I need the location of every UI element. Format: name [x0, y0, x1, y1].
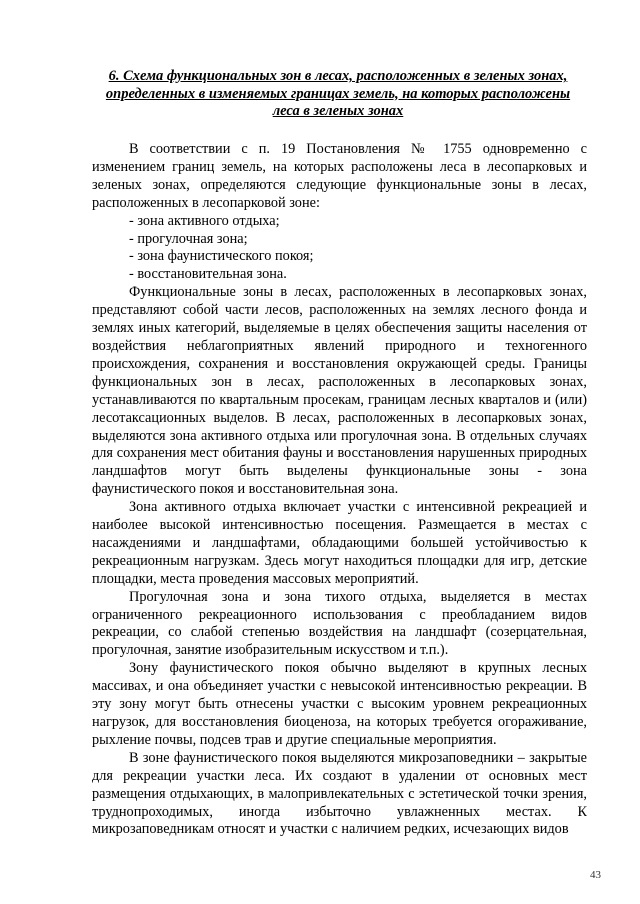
body-text [92, 141, 587, 839]
paragraph: Прогулочная зона и зона тихого отдыха, выделяется в местах ограниченного рекреационного использования с преобладанием видов рекреации, со слабой степенью воздействия на ландшафт (созерцательная, прогулочная, занятие изобразительным искусством и т.п.). [92, 588, 587, 659]
page-number: 43 [590, 869, 601, 881]
heading-line: определенных в изменяемых границах земель, на которых расположены [105, 85, 571, 102]
list-item: - восстановительная зона. [129, 266, 287, 283]
paragraph: Зона активного отдыха включает участки с интенсивной рекреацией и наиболее высокой интенсивностью посещения. Размещается в местах с насаждениями и ландшафтами, обладающими большей устойчивостью к рекреационным нагрузкам. Здесь могут находиться площадки для игр, детские площадки, места проведения массовых мероприятий. [92, 499, 587, 587]
heading-line: 6. Схема функциональных зон в лесах, расположенных в зеленых зонах, [108, 68, 568, 84]
zone-list [92, 213, 587, 285]
paragraph: Функциональные зоны в лесах, расположенных в лесопарковых зонах, представляют собой части лесов, расположенных на землях лесного фонда и землях иных категорий, выделяемые в целях обеспечения защиты населения от воздействия неблагоприятных явлений природного и техногенного происхождения, сохранения и восстановления окружающей среды. Границы функциональных зон в лесах, расположенных в лесопарковых зонах, устанавливаются по квартальным просекам, границам лесных кварталов и (или) лесотаксационных выделов. В лесах, расположенных в лесопарковых зонах, выделяются зона активного отдыха или прогулочная зона. В отдельных случаях для сохранения мест обитания фауны и восстановления нарушенных природных ландшафтов могут быть выделены функциональные зоны - зона фаунистического покоя и восстановительная зона. [92, 284, 587, 498]
list-item: - зона активного отдыха; [129, 212, 280, 229]
section-heading [92, 68, 584, 121]
paragraph: В зоне фаунистического покоя выделяются микрозаповедники – закрытые для рекреации участки леса. Их создают в удалении от основных мест размещения отдыхающих, в малопривлекательных с эстетической точки зрения, труднопроходимых, иногда избыточно увлажненных местах. К микрозаповедникам относят и участки с наличием редких, исчезающих видов [92, 749, 587, 838]
heading-line: леса в зеленых зонах [272, 103, 404, 119]
list-item: - зона фаунистического покоя; [129, 248, 314, 265]
paragraph: В соответствии с п. 19 Постановления № 1755 одновременно с изменением границ земель, на которых расположены леса в лесопарковых и зеленых зонах, определяются следующие функциональные зоны в лесах, расположенных в лесопарковой зоне: [92, 141, 587, 211]
paragraph: Зону фаунистического покоя обычно выделяют в крупных лесных массивах, и она объединяет участки с невысокой интенсивностью рекреации. В эту зону могут быть отнесены участки с высоким уровнем рекреационных нагрузок, для восстановления биоценоза, на которых требуется огораживание, рыхление почвы, подсев трав и другие специальные мероприятия. [92, 660, 587, 748]
list-item: - прогулочная зона; [129, 230, 248, 247]
